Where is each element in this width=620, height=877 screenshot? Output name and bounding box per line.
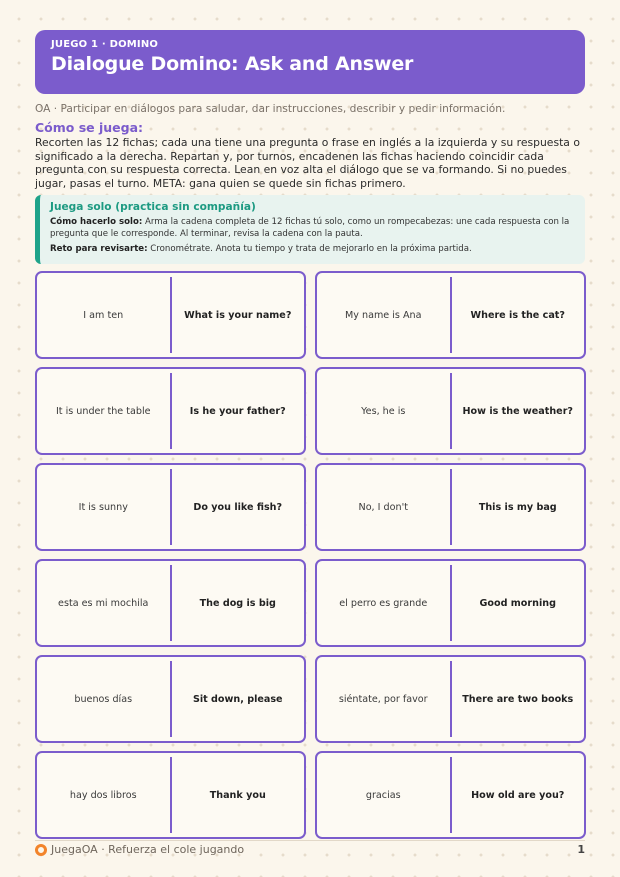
solo-how-label: Cómo hacerlo solo: xyxy=(50,217,143,227)
domino-tile xyxy=(35,559,306,647)
how-to-play-text: Recorten las 12 fichas; cada una tiene una pregunta o frase en inglés a la izquierda y su respuesta o significado a la derecha. Repartan y, por turnos, encadenen las fichas haciendo coincidir cada pregunta con su respuesta correcta. Lean en voz alta el diálogo que se va formando. Si no puedes jugar, pasas el turno. META: gana quien se quede sin fichas primero. xyxy=(35,136,580,190)
tile-answer: No, I don't xyxy=(358,501,408,513)
tile-answer: hay dos libros xyxy=(69,789,137,801)
tile-question: Thank you xyxy=(209,789,266,801)
solo-challenge-label: Reto para revisarte: xyxy=(50,244,148,254)
tile-question: Is he your father? xyxy=(189,405,286,417)
tile-question: How is the weather? xyxy=(462,405,573,417)
tile-question: This is my bag xyxy=(478,501,557,513)
game-kicker: JUEGO 1 · DOMINO xyxy=(51,39,159,50)
domino-tile xyxy=(35,655,306,743)
tile-question: What is your name? xyxy=(184,309,292,321)
domino-tile xyxy=(315,559,586,647)
solo-how-text: Arma la cadena completa de 12 fichas tú solo, como un rompecabezas: une cada respuesta con la pregunta que le corresponde. Al terminar, revisa la cadena con la pauta. xyxy=(50,217,570,239)
tile-answer: It is sunny xyxy=(78,501,128,513)
tile-answer: gracias xyxy=(365,789,401,801)
tile-question: The dog is big xyxy=(199,597,276,609)
domino-tile xyxy=(35,271,306,359)
domino-tile xyxy=(315,655,586,743)
how-to-play-heading: Cómo se juega: xyxy=(35,120,144,135)
solo-challenge-text: Cronométrate. Anota tu tiempo y trata de mejorarlo en la próxima partida. xyxy=(147,244,472,254)
tile-question: There are two books xyxy=(462,693,574,705)
tile-answer: el perro es grande xyxy=(339,597,428,609)
page-footer xyxy=(35,843,585,856)
domino-tiles-grid xyxy=(35,271,586,839)
solo-play-box xyxy=(35,195,585,264)
domino-tile xyxy=(35,463,306,551)
domino-tile xyxy=(315,271,586,359)
tile-answer: I am ten xyxy=(83,309,124,321)
tile-question: Good morning xyxy=(479,597,556,609)
domino-tile xyxy=(315,367,586,455)
tile-answer: esta es mi mochila xyxy=(58,597,149,609)
header-banner xyxy=(35,30,585,94)
domino-tile xyxy=(35,367,306,455)
tile-answer: buenos días xyxy=(74,693,133,705)
domino-tile xyxy=(35,751,306,839)
tile-answer: My name is Ana xyxy=(345,309,422,321)
solo-challenge-line xyxy=(50,243,575,255)
solo-play-heading: Juega solo (practica sin compañía) xyxy=(50,201,256,213)
tile-question: Where is the cat? xyxy=(470,309,565,321)
footer-brand xyxy=(35,843,244,856)
tile-answer: Yes, he is xyxy=(361,405,406,417)
page-title: Dialogue Domino: Ask and Answer xyxy=(51,53,414,75)
page-number: 1 xyxy=(577,843,585,856)
tile-question: How old are you? xyxy=(471,789,565,801)
tile-answer: siéntate, por favor xyxy=(338,693,428,705)
circle-logo-icon xyxy=(35,844,47,856)
tile-answer: It is under the table xyxy=(55,405,151,417)
domino-tile xyxy=(315,751,586,839)
footer-divider xyxy=(35,840,585,841)
domino-tile xyxy=(315,463,586,551)
footer-brand-text: JuegaOA · Refuerza el cole jugando xyxy=(51,843,245,856)
tile-question: Sit down, please xyxy=(192,693,283,705)
tile-question: Do you like fish? xyxy=(193,501,283,513)
solo-how-line xyxy=(50,216,575,240)
learning-objective: OA · Participar en diálogos para saludar, dar instrucciones, describir y pedir información. xyxy=(35,103,506,115)
